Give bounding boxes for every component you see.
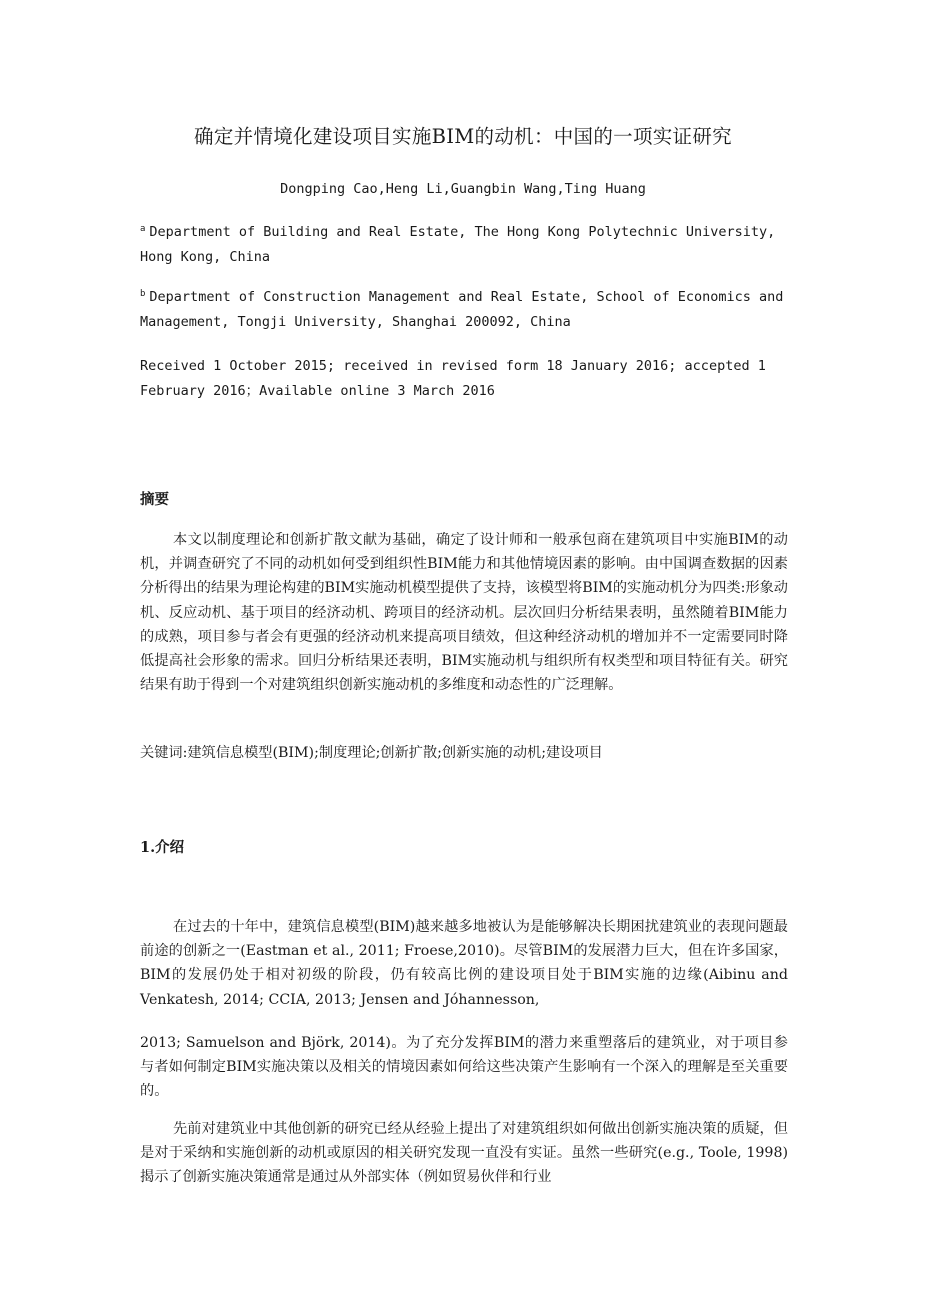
affiliation-text-b: Department of Construction Management and Real Estate, School of Economics and Management, Tongji University, Shanghai 200092, China: [140, 289, 792, 330]
section-1-heading: 1.介绍: [140, 839, 185, 856]
abstract-heading: 摘要: [140, 491, 169, 508]
intro-paragraph-1: 在过去的十年中，建筑信息模型(BIM)越来越多地被认为是能够解决长期困扰建筑业的表现问题最前途的创新之一(Eastman et al., 2011; Froese,2010)。尽管BIM的发展潜力巨大，但在许多国家，BIM的发展仍处于相对初级的阶段，仍有较高比例的建设项目处于BIM实施的边缘(Aibinu and Venkatesh, 2014; CCIA, 2013; Jensen and Jóhannesson,: [140, 919, 788, 1008]
keywords: 关键词:建筑信息模型(BIM);制度理论;创新扩散;创新实施的动机;建设项目: [140, 745, 603, 761]
intro-paragraph-1-continued: 2013; Samuelson and Björk, 2014)。为了充分发挥BIM的潜力来重塑落后的建筑业，对于项目参与者如何制定BIM实施决策以及相关的情境因素如何给这些决策产生影响有一个深入的理解是至关重要的。: [140, 1035, 788, 1100]
affiliation-mark-a: a: [140, 224, 146, 234]
author-list: Dongping Cao,Heng Li,Guangbin Wang,Ting Huang: [280, 181, 646, 197]
paper-title: 确定并情境化建设项目实施BIM的动机：中国的一项实证研究: [194, 125, 732, 148]
abstract-text: 本文以制度理论和创新扩散文献为基础，确定了设计师和一般承包商在建筑项目中实施BIM的动机，并调查研究了不同的动机如何受到组织性BIM能力和其他情境因素的影响。由中国调查数据的因素分析得出的结果为理论构建的BIM实施动机模型提供了支持，该模型将BIM的实施动机分为四类:形象动机、反应动机、基于项目的经济动机、跨项目的经济动机。层次回归分析结果表明，虽然随着BIM能力的成熟，项目参与者会有更强的经济动机来提高项目绩效，但这种经济动机的增加并不一定需要同时降低提高社会形象的需求。回归分析结果还表明，BIM实施动机与组织所有权类型和项目特征有关。研究结果有助于得到一个对建筑组织创新实施动机的多维度和动态性的广泛理解。: [140, 532, 788, 694]
affiliation-b: [140, 282, 790, 334]
intro-paragraph-2: 先前对建筑业中其他创新的研究已经从经验上提出了对建筑组织如何做出创新实施决策的质疑，但是对于采纳和实施创新的动机或原因的相关研究发现一直没有实证。虽然一些研究(e.g., Toole, 1998)揭示了创新实施决策通常是通过从外部实体（例如贸易伙伴和行业: [140, 1121, 788, 1186]
affiliation-a: [140, 217, 790, 269]
affiliation-text-a: Department of Building and Real Estate, The Hong Kong Polytechnic University, Hong Kong, China: [140, 224, 784, 265]
affiliation-mark-b: b: [140, 289, 146, 299]
received-dates: Received 1 October 2015; received in revised form 18 January 2016; accepted 1 February 2016；Available online 3 March 2016: [140, 358, 774, 399]
